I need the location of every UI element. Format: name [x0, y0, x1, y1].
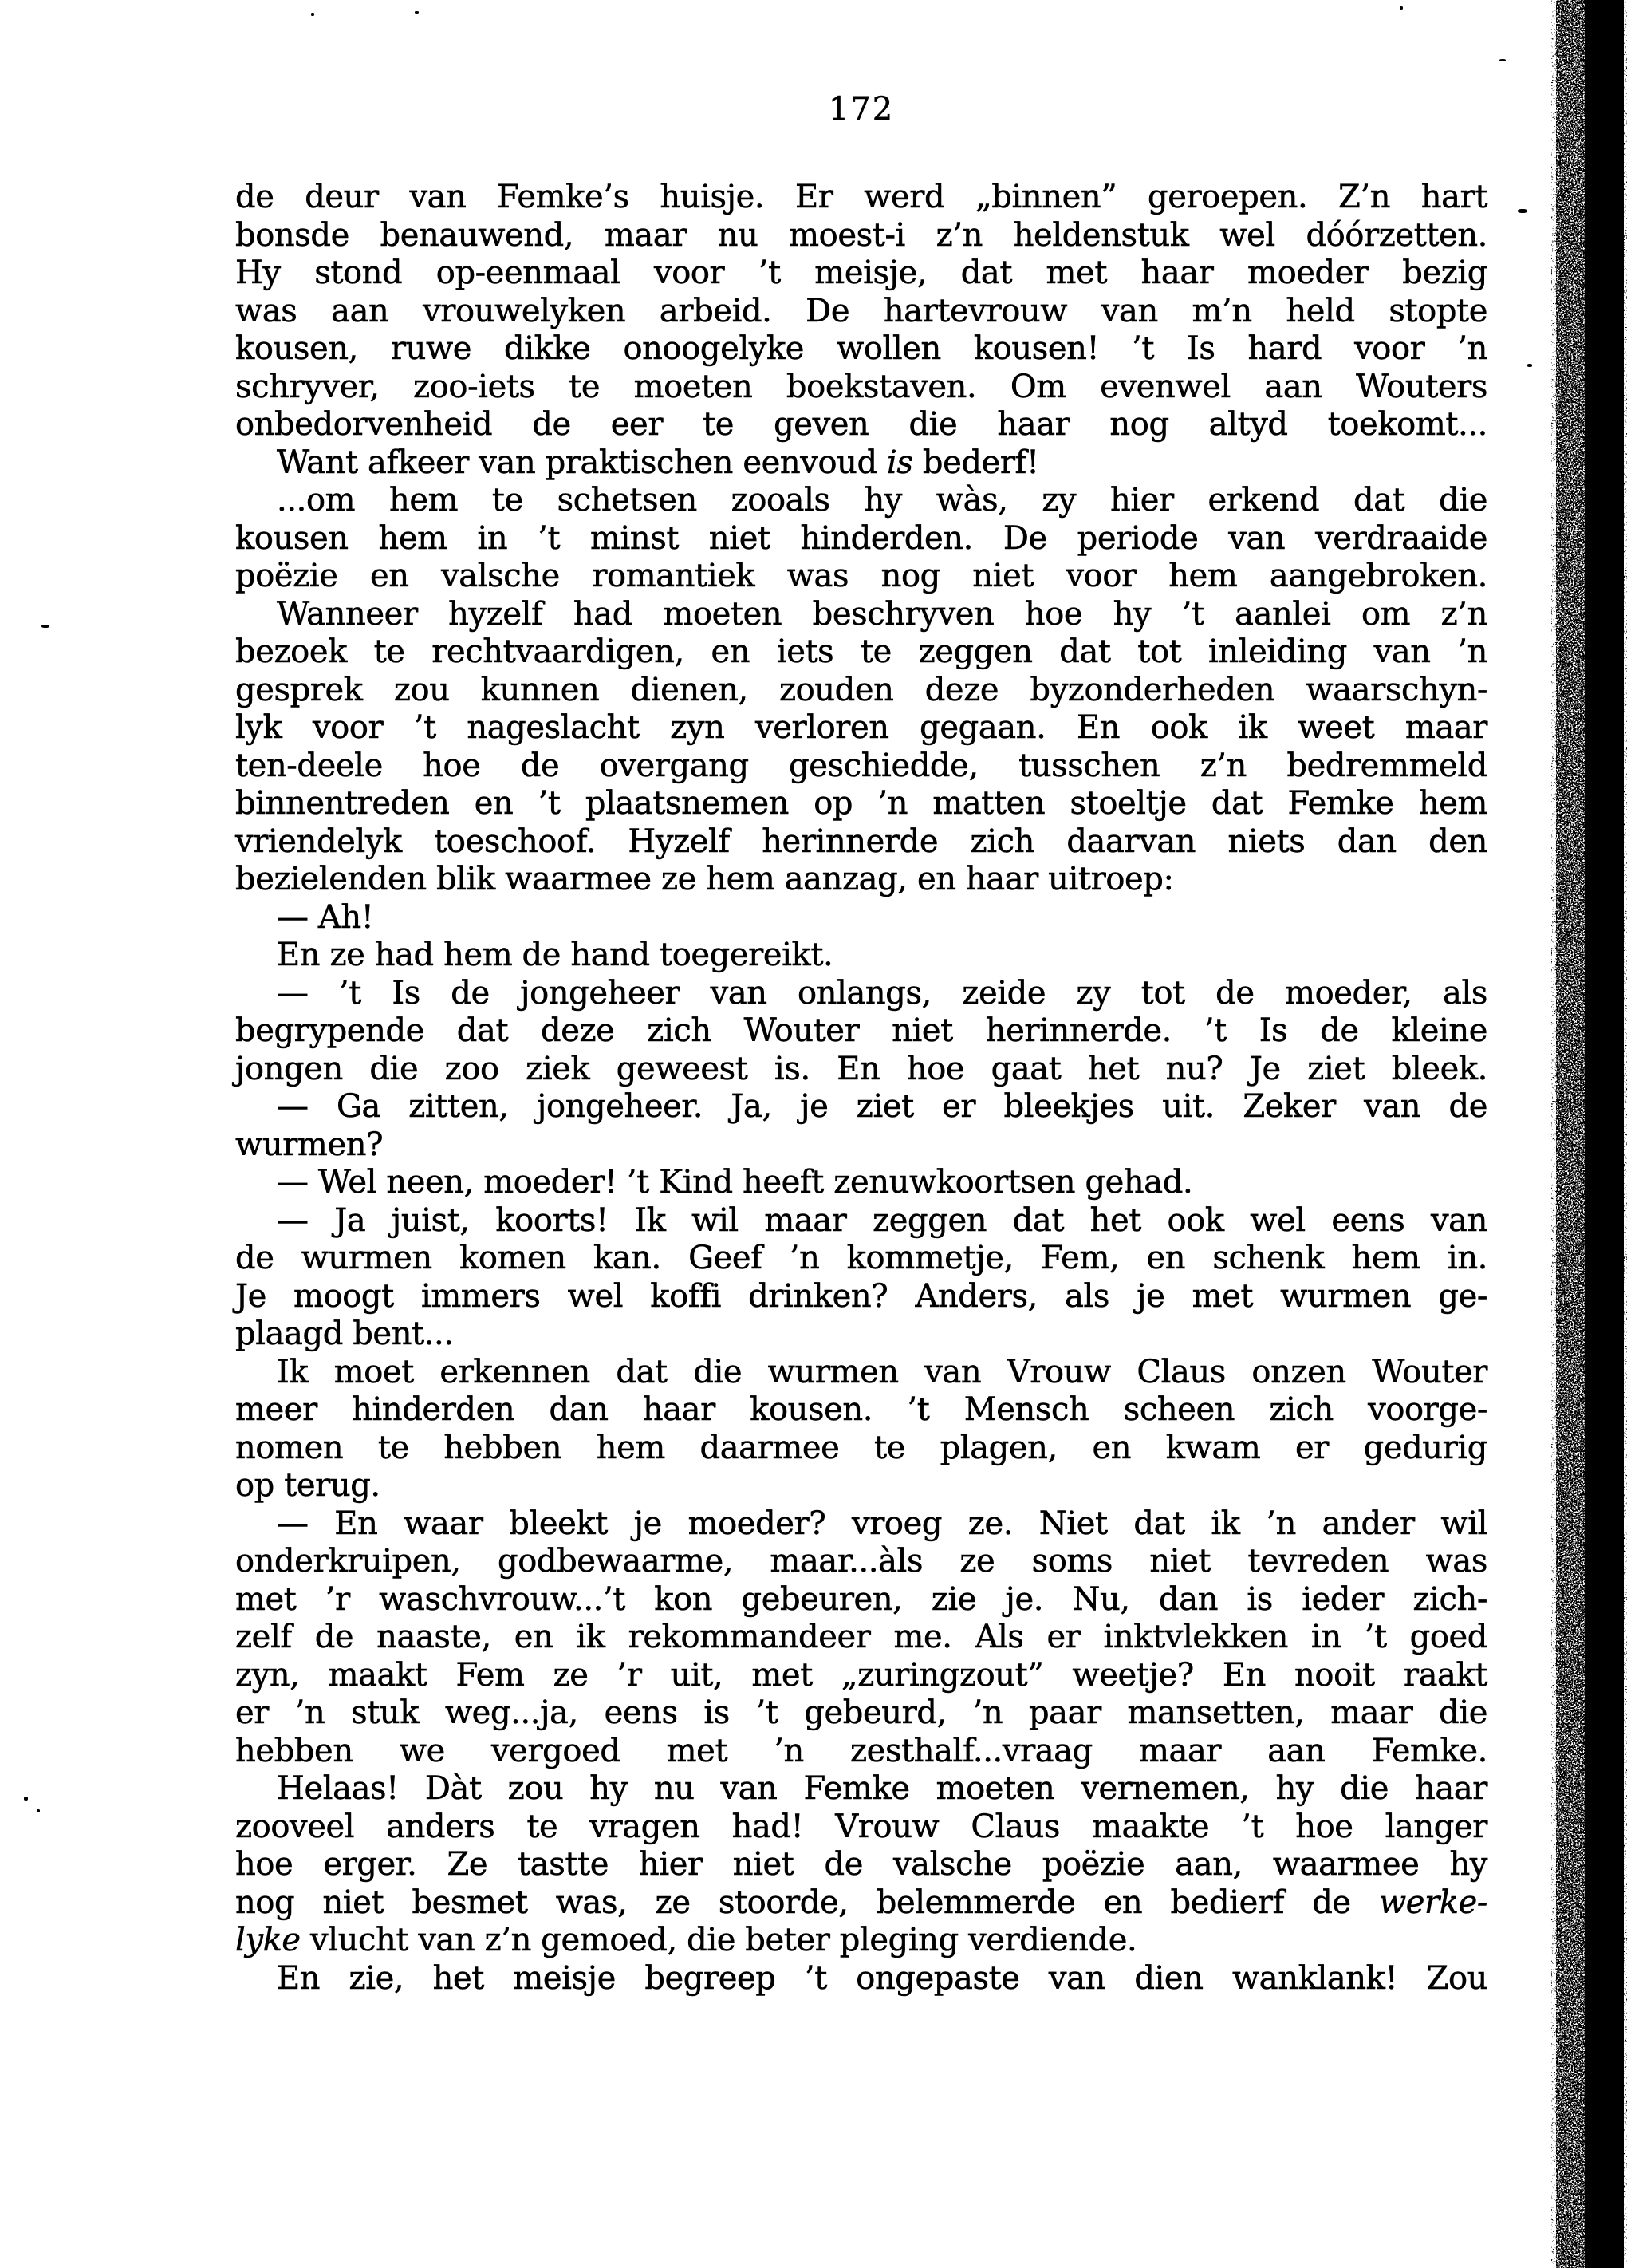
page-text	[235, 179, 1487, 1998]
text-line	[235, 1012, 1487, 1051]
text-line	[235, 1619, 1487, 1657]
text-line	[235, 1581, 1487, 1619]
body-text: zelf de naaste, en ik rekommandeer me. Als er inktvlekken in ’t goed	[235, 1619, 1487, 1655]
body-text: Hy stond op-eenmaal voor ’t meisje, dat met haar moeder bezig	[235, 254, 1487, 291]
body-text: meer hinderden dan haar kousen. ’t Mensch scheen zich voorge-	[235, 1391, 1487, 1428]
body-text: Je moogt immers wel koffi drinken? Anders, als je met wurmen ge-	[235, 1277, 1487, 1315]
text-line	[235, 520, 1487, 558]
italic-text: werke-	[1378, 1883, 1487, 1921]
text-line	[235, 1354, 1487, 1392]
body-text: Wanneer hyzelf had moeten beschryven hoe hy ’t aanlei om z’n	[277, 595, 1487, 633]
body-text: plaagd bent...	[235, 1315, 454, 1352]
body-text: was aan vrouwelyken arbeid. De hartevrouw van m’n held stopte	[235, 292, 1487, 329]
body-text: vlucht van z’n gemoed, die beter pleging verdiende.	[300, 1922, 1137, 1958]
text-line	[235, 330, 1487, 369]
text-line	[235, 1960, 1487, 1998]
body-text: — Ga zitten, jongeheer. Ja, je ziet er bleekjes uit. Zeker van de	[277, 1088, 1487, 1125]
text-line	[235, 369, 1487, 407]
body-text: binnentreden en ’t plaatsnemen op ’n matten stoeltje dat Femke hem	[235, 785, 1487, 822]
body-text: En zie, het meisje begreep ’t ongepaste van dien wanklank! Zou	[277, 1959, 1487, 1997]
body-text: hebben we vergoed met ’n zesthalf...vraag maar aan Femke.	[235, 1732, 1487, 1769]
page-number: 172	[828, 91, 895, 128]
text-line	[235, 899, 1487, 937]
body-text: bezielenden blik waarmee ze hem aanzag, en haar uitroep:	[235, 861, 1174, 897]
body-text: er ’n stuk weg...ja, eens is ’t gebeurd, ’n paar mansetten, maar die	[235, 1694, 1487, 1731]
body-text: bonsde benauwend, maar nu moest-i z’n heldenstuk wel dóórzetten.	[235, 216, 1487, 254]
text-line	[235, 1278, 1487, 1316]
scan-speck	[1518, 209, 1527, 213]
body-text: met ’r waschvrouw...’t kon gebeuren, zie je. Nu, dan is ieder zich-	[235, 1580, 1487, 1618]
text-line	[235, 1657, 1487, 1695]
body-text: kousen, ruwe dikke onoogelyke wollen kousen! ’t Is hard voor ’n	[235, 330, 1487, 367]
body-text: nog niet besmet was, ze stoorde, belemmerde en bedierf de	[235, 1883, 1379, 1921]
text-line	[235, 254, 1487, 293]
scan-speck	[311, 13, 314, 16]
scan-speck	[1400, 6, 1403, 10]
body-text: hoe erger. Ze tastte hier niet de valsche poëzie aan, waarmee hy	[235, 1846, 1487, 1883]
text-line	[235, 1315, 1487, 1354]
text-line	[235, 975, 1487, 1013]
scan-speck	[37, 1809, 40, 1812]
text-line	[235, 1846, 1487, 1884]
text-line	[235, 1733, 1487, 1771]
text-line	[235, 1543, 1487, 1581]
body-text: de deur van Femke’s huisje. Er werd „binnen” geroepen. Z’n hart	[235, 179, 1487, 215]
text-line	[235, 596, 1487, 634]
body-text: poëzie en valsche romantiek was nog niet voor hem aangebroken.	[235, 558, 1487, 594]
text-line	[235, 1051, 1487, 1089]
body-text: Want afkeer van praktischen eenvoud	[277, 444, 888, 481]
body-text: begrypende dat deze zich Wouter niet herinnerde. ’t Is de kleine	[235, 1012, 1487, 1049]
italic-text: is	[887, 444, 913, 481]
text-line	[235, 1922, 1487, 1960]
body-text: onbedorvenheid de eer te geven die haar nog altyd toekomt...	[235, 406, 1487, 443]
text-line	[235, 1770, 1487, 1808]
body-text: bezoek te rechtvaardigen, en iets te zeggen dat tot inleiding van ’n	[235, 633, 1487, 670]
text-line	[235, 217, 1487, 255]
body-text: nomen te hebben hem daarmee te plagen, en kwam er gedurig	[235, 1429, 1487, 1466]
text-line	[235, 747, 1487, 786]
text-line	[235, 1126, 1487, 1165]
body-text: bederf!	[912, 444, 1039, 481]
body-text: onderkruipen, godbewaarme, maar...àls ze soms niet tevreden was	[235, 1543, 1487, 1580]
text-line	[235, 179, 1487, 217]
body-text: Helaas! Dàt zou hy nu van Femke moeten vernemen, hy die haar	[277, 1770, 1487, 1807]
body-text: zyn, maakt Fem ze ’r uit, met „zuringzout” weetje? En nooit raakt	[235, 1656, 1487, 1694]
text-line	[235, 293, 1487, 331]
scan-speck	[41, 625, 49, 628]
text-line	[235, 633, 1487, 672]
text-line	[235, 785, 1487, 823]
text-line	[235, 1467, 1487, 1505]
scan-speck	[415, 11, 419, 14]
body-text: kousen hem in ’t minst niet hinderden. De periode van verdraaide	[235, 519, 1487, 557]
body-text: schryver, zoo-iets te moeten boekstaven. Om evenwel aan Wouters	[235, 368, 1487, 405]
text-line	[235, 1391, 1487, 1430]
body-text: zooveel anders te vragen had! Vrouw Claus maakte ’t hoe langer	[235, 1808, 1487, 1845]
body-text: ...om hem te schetsen zooals hy wàs, zy hier erkend dat die	[277, 482, 1487, 519]
text-line	[235, 1884, 1487, 1923]
body-text: — Ja juist, koorts! Ik wil maar zeggen dat het ook wel eens van	[277, 1201, 1487, 1239]
body-text: — ’t Is de jongeheer van onlangs, zeide zy tot de moeder, als	[277, 974, 1487, 1012]
scan-speck	[24, 1797, 28, 1801]
text-line	[235, 558, 1487, 596]
body-text: jongen die zoo ziek geweest is. En hoe gaat het nu? Je ziet bleek.	[235, 1050, 1487, 1087]
text-line	[235, 1505, 1487, 1544]
text-line	[235, 861, 1487, 899]
text-line	[235, 1694, 1487, 1733]
body-text: ten-deele hoe de overgang geschiedde, tusschen z’n bedremmeld	[235, 747, 1487, 784]
scan-speck	[1499, 59, 1506, 61]
italic-text: lyke	[235, 1922, 301, 1958]
body-text: — Ah!	[277, 898, 374, 936]
text-line	[235, 709, 1487, 747]
text-line	[235, 1808, 1487, 1847]
text-line	[235, 1430, 1487, 1468]
text-line	[235, 937, 1487, 975]
body-text: Ik moet erkennen dat die wurmen van Vrouw Claus onzen Wouter	[277, 1353, 1487, 1390]
scan-speck	[1527, 364, 1532, 367]
body-text: wurmen?	[235, 1126, 384, 1163]
body-text: lyk voor ’t nageslacht zyn verloren gegaan. En ook ik weet maar	[235, 709, 1487, 746]
body-text: op terug.	[235, 1467, 380, 1504]
body-text: — En waar bleekt je moeder? vroeg ze. Niet dat ik ’n ander wil	[277, 1505, 1487, 1542]
body-text: En ze had hem de hand toegereikt.	[277, 937, 833, 973]
body-text: de wurmen komen kan. Geef ’n kommetje, Fem, en schenk hem in.	[235, 1240, 1487, 1276]
text-line	[235, 672, 1487, 710]
text-line	[235, 1202, 1487, 1240]
text-line	[235, 1164, 1487, 1202]
text-line	[235, 444, 1487, 483]
scan-gutter-shadow	[1551, 0, 1627, 2268]
text-line	[235, 1088, 1487, 1126]
body-text: — Wel neen, moeder! ’t Kind heeft zenuwkoortsen gehad.	[277, 1164, 1193, 1201]
text-line	[235, 1240, 1487, 1278]
body-text: vriendelyk toeschoof. Hyzelf herinnerde zich daarvan niets dan den	[235, 822, 1487, 860]
body-text: gesprek zou kunnen dienen, zouden deze byzonderheden waarschyn-	[235, 671, 1487, 708]
text-line	[235, 482, 1487, 520]
text-line	[235, 823, 1487, 862]
text-line	[235, 406, 1487, 444]
